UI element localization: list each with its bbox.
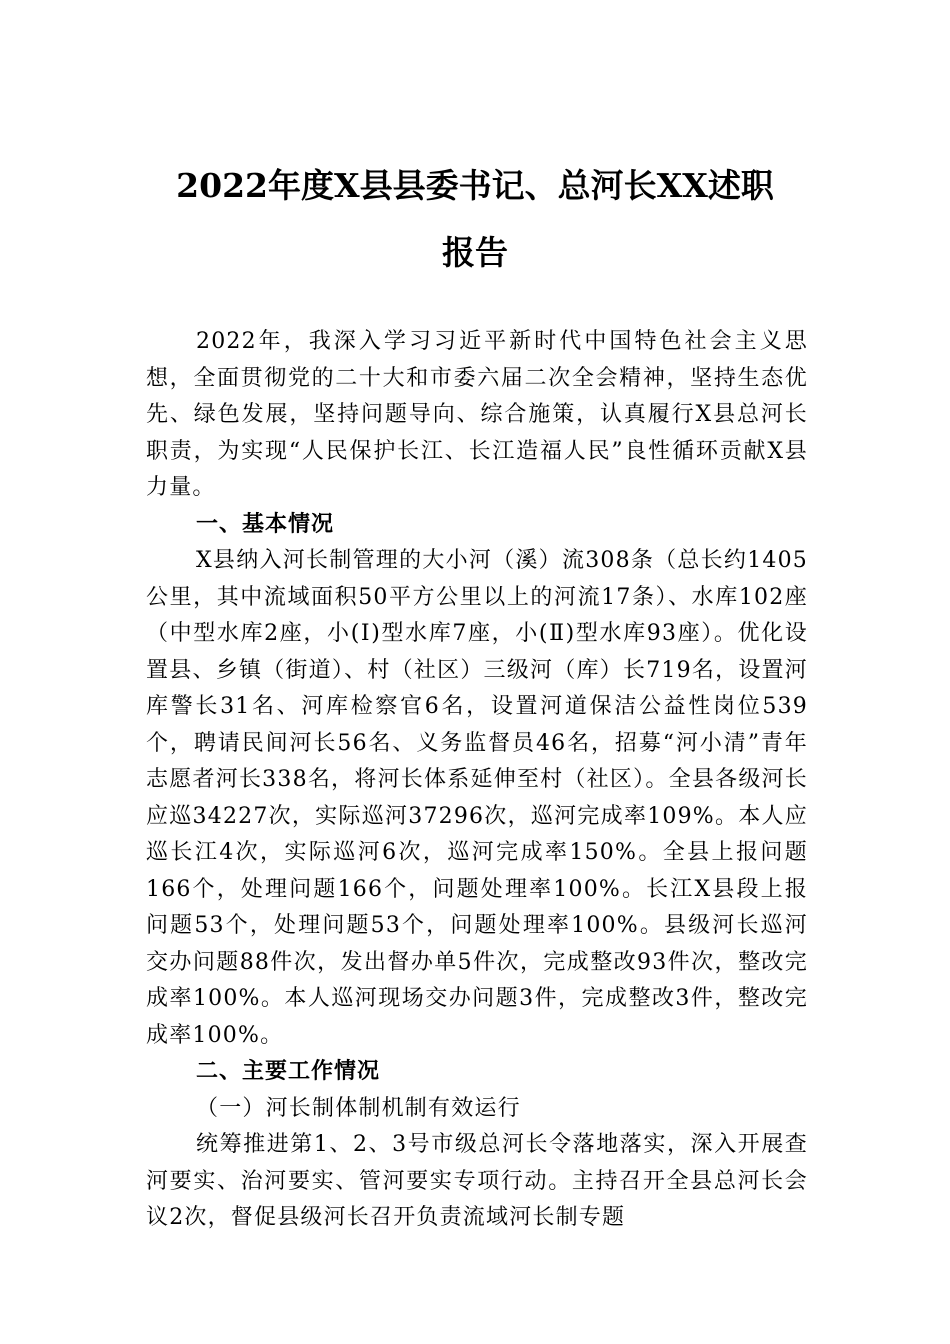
section-2-subheading: （一）河长制体制机制有效运行 xyxy=(196,1095,521,1121)
document-body xyxy=(146,324,808,1237)
document-title-line-2: 报告 xyxy=(442,233,508,272)
section-1-heading: 一、基本情况 xyxy=(196,511,335,537)
intro-paragraph: 2022年，我深入学习习近平新时代中国特色社会主义思想，全面贯彻党的二十大和市委六届二次全会精神，坚持生态优先、绿色发展，坚持问题导向、综合施策，认真履行X县总河长职责，为实现“人民保护长江、长江造福人民”良性循环贡献X县力量。 xyxy=(146,329,808,500)
document-title-line-1: 2022年度X县县委书记、总河长XX述职 xyxy=(176,166,774,205)
section-2-paragraph: 统筹推进第1、2、3号市级总河长令落地落实，深入开展查河要实、治河要实、管河要实专项行动。主持召开全县总河长会议2次，督促县级河长召开负责流域河长制专题 xyxy=(146,1132,808,1230)
section-2-heading: 二、主要工作情况 xyxy=(196,1059,381,1084)
section-1-paragraph: X县纳入河长制管理的大小河（溪）流308条（总长约1405公里，其中流域面积50平方公里以上的河流17条）、水库102座（中型水库2座，小(Ⅰ)型水库7座，小(Ⅱ)型水库93座）。优化设置县、乡镇（街道）、村（社区）三级河（库）长719名，设置河库警长31名、河库检察官6名，设置河道保洁公益性岗位539个，聘请民间河长56名、义务监督员46名，招募“河小清”青年志愿者河长338名，将河长体系延伸至村（社区）。全县各级河长应巡34227次，实际巡河37296次，巡河完成率109%。本人应巡长江4次，实际巡河6次，巡河完成率150%。全县上报问题166个，处理问题166个，问题处理率100%。长江X县段上报问题53个，处理问题53个，问题处理率100%。县级河长巡河交办问题88件次，发出督办单5件次，完成整改93件次，整改完成率100%。本人巡河现场交办问题3件，完成整改3件，整改完成率100%。 xyxy=(146,548,808,1048)
